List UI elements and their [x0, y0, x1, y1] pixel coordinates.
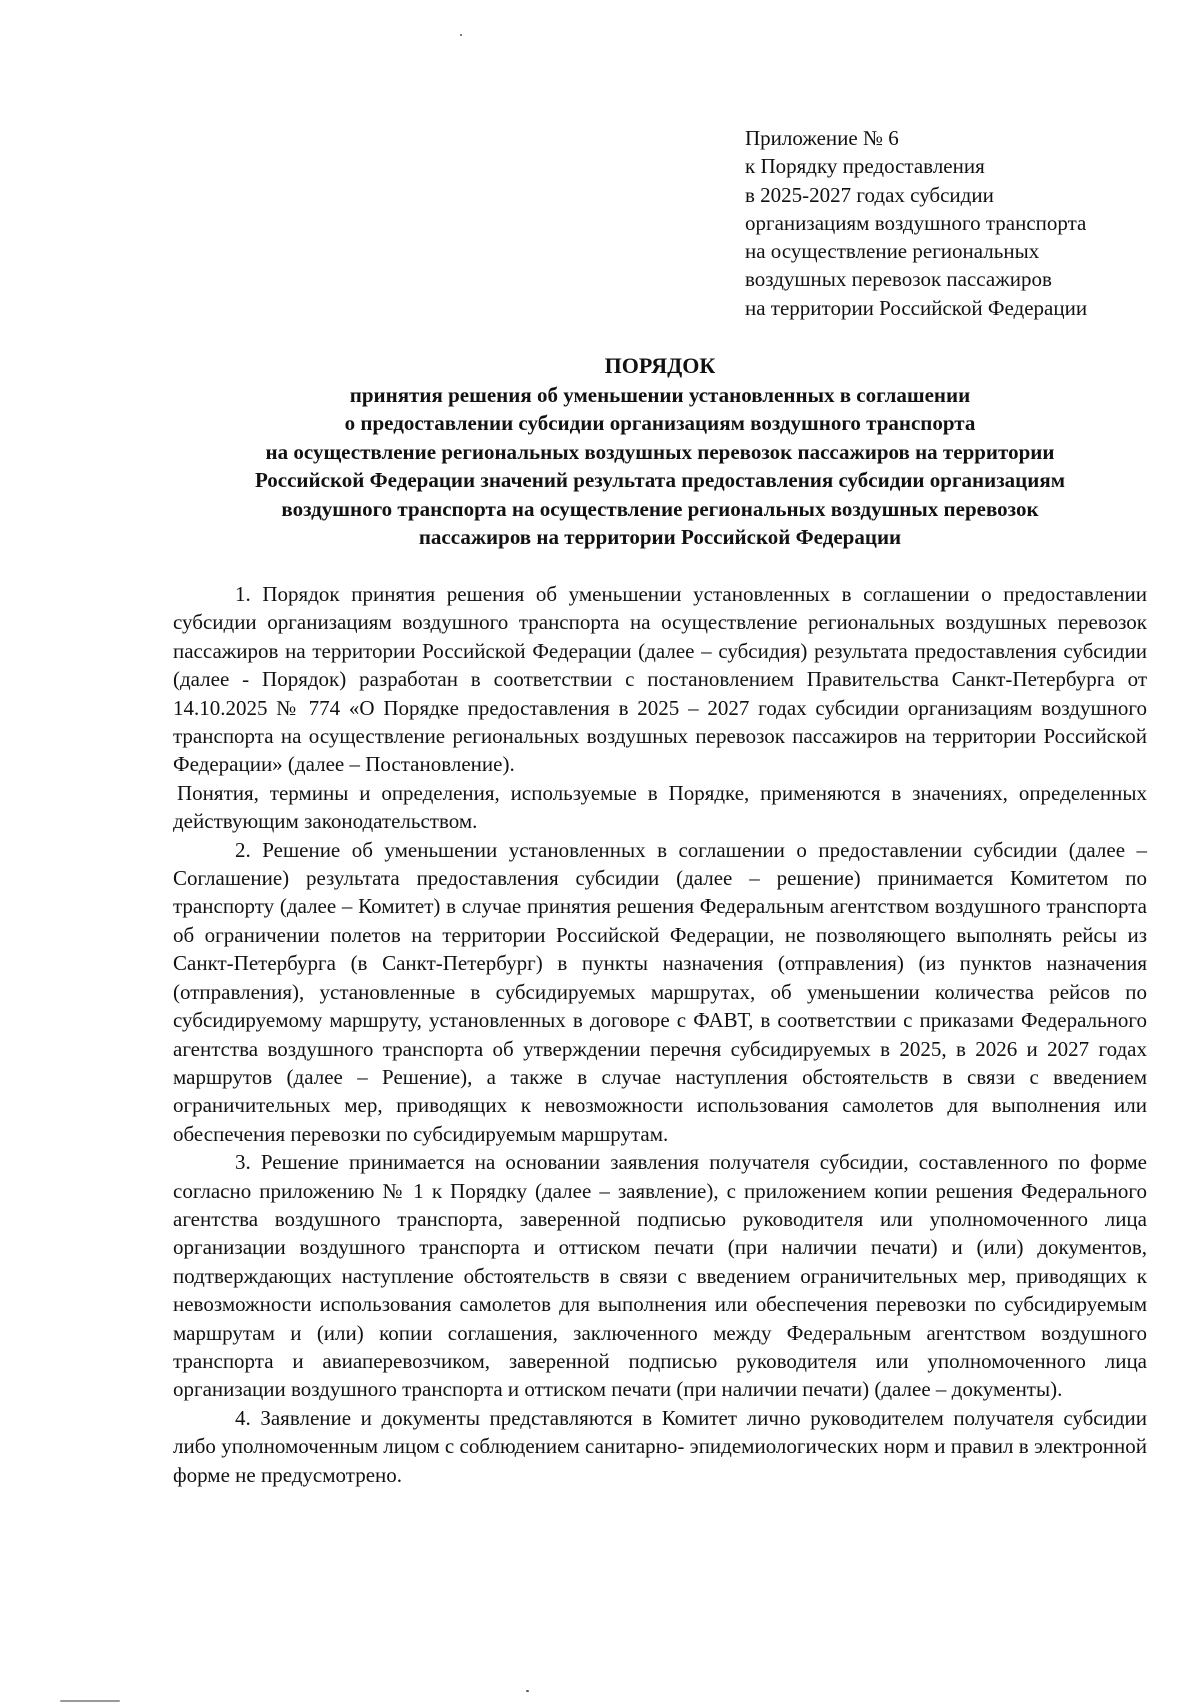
paragraph-3: 3. Решение принимается на основании заявления получателя субсидии, составленного по форме согласно приложению № 1 к Порядку (далее – заявление), с приложением копии решения Федерального агентства воздушного транспорта, заверенной подписью руководителя или уполномоченного лица организации воздушного транспорта и оттиском печати (при наличии печати) и (или) документов, подтверждающих наступление обстоятельств в связи с введением ограничительных мер, приводящих к невозможности использования самолетов для выполнения или обеспечения перевозки по субсидируемым маршрутам и (или) копии соглашения, заключенного между Федеральным агентством воздушного транспорта и авиаперевозчиком, заверенной подписью руководителя или уполномоченного лица организации воздушного транспорта и оттиском печати (при наличии печати) (далее – документы). — [173, 1150, 1147, 1402]
title-main: ПОРЯДОК — [604, 353, 716, 378]
scan-speck — [60, 1700, 120, 1702]
appendix-line: в 2025-2027 годах субсидии — [745, 182, 994, 207]
title-line: воздушного транспорта на осуществление региональных воздушных перевозок — [281, 496, 1039, 521]
title-line: Российской Федерации значений результата предоставления субсидии организациям — [254, 468, 1065, 492]
title-line: принятия решения об уменьшении установленных в соглашении — [349, 382, 971, 407]
paragraph-1: 1. Порядок принятия решения об уменьшении установленных в соглашении о предоставлении субсидии организациям воздушного транспорта на осуществление региональных воздушных перевозок пассажиров на территории Российской Федерации (далее – субсидия) результата предоставления субсидии (далее - Порядок) разработан в соответствии с постановлением Правительства Санкт-Петербурга от 14.10.2025 № 774 «О Порядке предоставления в 2025 – 2027 годах субсидии организациям воздушного транспорта на осуществление региональных воздушных перевозок пассажиров на территории Российской Федерации» (далее – Постановление). — [173, 582, 1147, 777]
appendix-header — [745, 124, 1165, 322]
title-line: пассажиров на территории Российской Федерации — [418, 525, 902, 549]
appendix-line: организациям воздушного транспорта — [745, 210, 1087, 235]
appendix-line: Приложение № 6 — [745, 126, 899, 150]
appendix-line: на осуществление региональных — [745, 239, 1040, 264]
paragraph-4: 4. Заявление и документы представляются в Комитет лично руководителем получателя субсидии либо уполномоченным лицом с соблюдением санитарно- эпидемиологических норм и правил в электронной форме не предусмотрено. — [173, 1405, 1147, 1487]
title-line: о предоставлении субсидии организациям воздушного транспорта — [344, 411, 976, 435]
appendix-line: к Порядку предоставления — [745, 154, 985, 179]
paragraph-2: 2. Решение об уменьшении установленных в соглашении о предоставлении субсидии (далее – Соглашение) результата предоставления субсидии (далее – решение) принимается Комитетом по транспорту (далее – Комитет) в случае принятия решения Федеральным агентством воздушного транспорта об ограничении полетов на территории Российской Федерации, не позволяющего выполнять рейсы из Санкт-Петербурга (в Санкт-Петербург) в пункты назначения (отправления) (из пунктов назначения (отправления), установленные в субсидируемых маршрутах, об уменьшении количества рейсов по субсидируемому маршруту, установленных в договоре с ФАВТ, в соответствии с приказами Федерального агентства воздушного транспорта об утверждении перечня субсидируемых в 2025, в 2026 и 2027 годах маршрутов (далее – Решение), а также в случае наступления обстоятельств в связи с введением ограничительных мер, приводящих к невозможности использования самолетов для выполнения или обеспечения перевозки по субсидируемым маршрутам. — [173, 837, 1147, 1146]
paragraph-definitions: Понятия, термины и определения, используемые в Порядке, применяются в значениях, определенных действующим законодательством. — [173, 780, 1147, 834]
title-line: на осуществление региональных воздушных перевозок пассажиров на территории — [265, 439, 1055, 464]
scan-speck — [526, 1690, 529, 1692]
appendix-line: воздушных перевозок пассажиров — [745, 267, 1052, 292]
appendix-line: на территории Российской Федерации — [745, 295, 1088, 320]
scan-speck — [460, 34, 462, 36]
document-body — [173, 580, 1147, 1489]
document-title — [160, 352, 1160, 552]
